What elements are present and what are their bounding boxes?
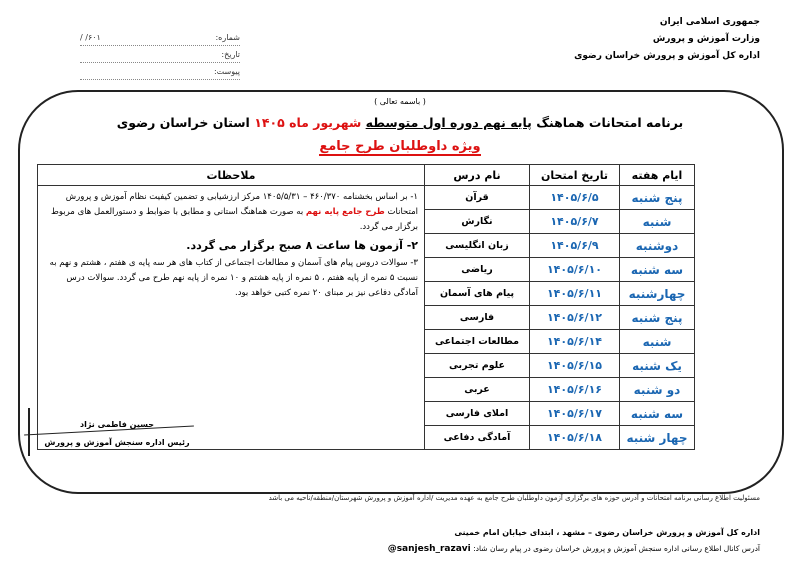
letterhead-line: اداره کل آموزش و پرورش خراسان رضوی <box>574 51 760 61</box>
date-cell: ۱۴۰۵/۶/۱۰ <box>530 258 620 282</box>
title-grade: پایه نهم دوره اول متوسطه <box>365 115 532 130</box>
day-cell: پنج شنبه <box>620 306 695 330</box>
letterhead-line: وزارت آموزش و پرورش <box>652 34 760 44</box>
lesson-cell: قرآن <box>425 186 530 210</box>
lesson-cell: مطالعات اجتماعی <box>425 330 530 354</box>
page-title: برنامه امتحانات هماهنگ پایه نهم دوره اول متوسطه شهریور ماه ۱۴۰۵ استان خراسان رضوی <box>116 115 684 130</box>
meta-date: تاریخ: <box>80 47 240 63</box>
responsibility-note: مسئولیت اطلاع رسانی برنامه امتحانات و آدرس حوزه های برگزاری آزمون داوطلبان طرح جامع به عهده مدیریت /اداره آموزش و پرورش شهرستان/منطقه/ناحیه می باشد <box>268 494 760 502</box>
note-3: ۳- سوالات دروس پیام های آسمان و مطالعات اجتماعی از کتاب های هر سه پایه ی هفتم ، هشتم و نهم به نسبت ۵ نمره از پایه هفتم ، ۵ نمره از پایه هشتم و ۱۰ نمره از پایه نهم طرح می گردد. سوالات درس آمادگی دفاعی نیز بر مبنای ۲۰ نمره کتبی خواهد بود. <box>49 258 418 298</box>
header-day: ایام هفته <box>620 165 695 186</box>
lesson-cell: املای فارسی <box>425 402 530 426</box>
date-cell: ۱۴۰۵/۶/۱۲ <box>530 306 620 330</box>
title-date: شهریور ماه ۱۴۰۵ <box>254 115 362 130</box>
day-cell: چهار شنبه <box>620 426 695 450</box>
header-date: تاریخ امتحان <box>530 165 620 186</box>
footer-address: اداره کل آموزش و پرورش خراسان رضوی – مشهد ، ابتدای خیابان امام خمینی <box>454 528 760 537</box>
lesson-cell: زبان انگلیسی <box>425 234 530 258</box>
meta-attachment: پیوست: <box>80 64 240 80</box>
lesson-cell: نگارش <box>425 210 530 234</box>
letterhead-line: جمهوری اسلامی ایران <box>659 17 760 27</box>
day-cell: سه شنبه <box>620 258 695 282</box>
note-2: ۲- آزمون ها ساعت ۸ صبح برگزار می گردد. <box>186 239 418 252</box>
day-cell: سه شنبه <box>620 402 695 426</box>
day-cell: دو شنبه <box>620 378 695 402</box>
date-cell: ۱۴۰۵/۶/۱۵ <box>530 354 620 378</box>
lesson-cell: عربی <box>425 378 530 402</box>
channel-handle: @sanjesh_razavi <box>387 544 471 554</box>
header-notes: ملاحظات <box>38 165 425 186</box>
day-cell: شنبه <box>620 210 695 234</box>
lesson-cell: آمادگی دفاعی <box>425 426 530 450</box>
day-cell: چهارشنبه <box>620 282 695 306</box>
letterhead <box>500 14 760 65</box>
day-cell: شنبه <box>620 330 695 354</box>
lesson-cell: فارسی <box>425 306 530 330</box>
date-cell: ۱۴۰۵/۶/۱۶ <box>530 378 620 402</box>
date-cell: ۱۴۰۵/۶/۹ <box>530 234 620 258</box>
meta-number: شماره: ۶۰۱/ / <box>80 30 240 46</box>
header-lesson: نام درس <box>425 165 530 186</box>
signature-name: حسین فاطمی نژاد <box>79 420 154 429</box>
basmala: ( باسمه تعالی ) <box>374 97 426 106</box>
day-cell: یک شنبه <box>620 354 695 378</box>
lesson-cell: ریاضی <box>425 258 530 282</box>
footer-channel <box>60 544 760 554</box>
lesson-cell: پیام های آسمان <box>425 282 530 306</box>
day-cell: دوشنبه <box>620 234 695 258</box>
table-row <box>38 186 695 210</box>
day-cell: پنج شنبه <box>620 186 695 210</box>
table-header-row <box>38 165 695 186</box>
page-subtitle: ویژه داوطلبان طرح جامع <box>319 139 481 154</box>
exam-schedule-table <box>37 164 695 450</box>
date-cell: ۱۴۰۵/۶/۱۱ <box>530 282 620 306</box>
note-1: ۱- بر اساس بخشنامه ۴۶۰/۳۷۰ – ۱۴۰۵/۵/۳۱ مرکز ارزشیابی و تضمین کیفیت نظام آموزش و پرورش امتحانات طرح جامع پایه نهم به صورت هماهنگ استانی و مطابق با ضوابط و دستورالعمل های مربوط برگزار می گردد. <box>51 192 418 232</box>
letter-meta <box>80 30 240 81</box>
lesson-cell: علوم تجربی <box>425 354 530 378</box>
note-1-highlight: طرح جامع پایه نهم <box>305 207 385 217</box>
channel-label: آدرس کانال اطلاع رسانی اداره سنجش آموزش و پرورش خراسان رضوی در پیام رسان شاد: <box>473 544 760 553</box>
date-cell: ۱۴۰۵/۶/۵ <box>530 186 620 210</box>
date-cell: ۱۴۰۵/۶/۱۸ <box>530 426 620 450</box>
notes-cell <box>38 186 425 450</box>
signature-role: رئیس اداره سنجش آموزش و پرورش <box>44 438 190 447</box>
date-cell: ۱۴۰۵/۶/۱۴ <box>530 330 620 354</box>
date-cell: ۱۴۰۵/۶/۱۷ <box>530 402 620 426</box>
date-cell: ۱۴۰۵/۶/۷ <box>530 210 620 234</box>
